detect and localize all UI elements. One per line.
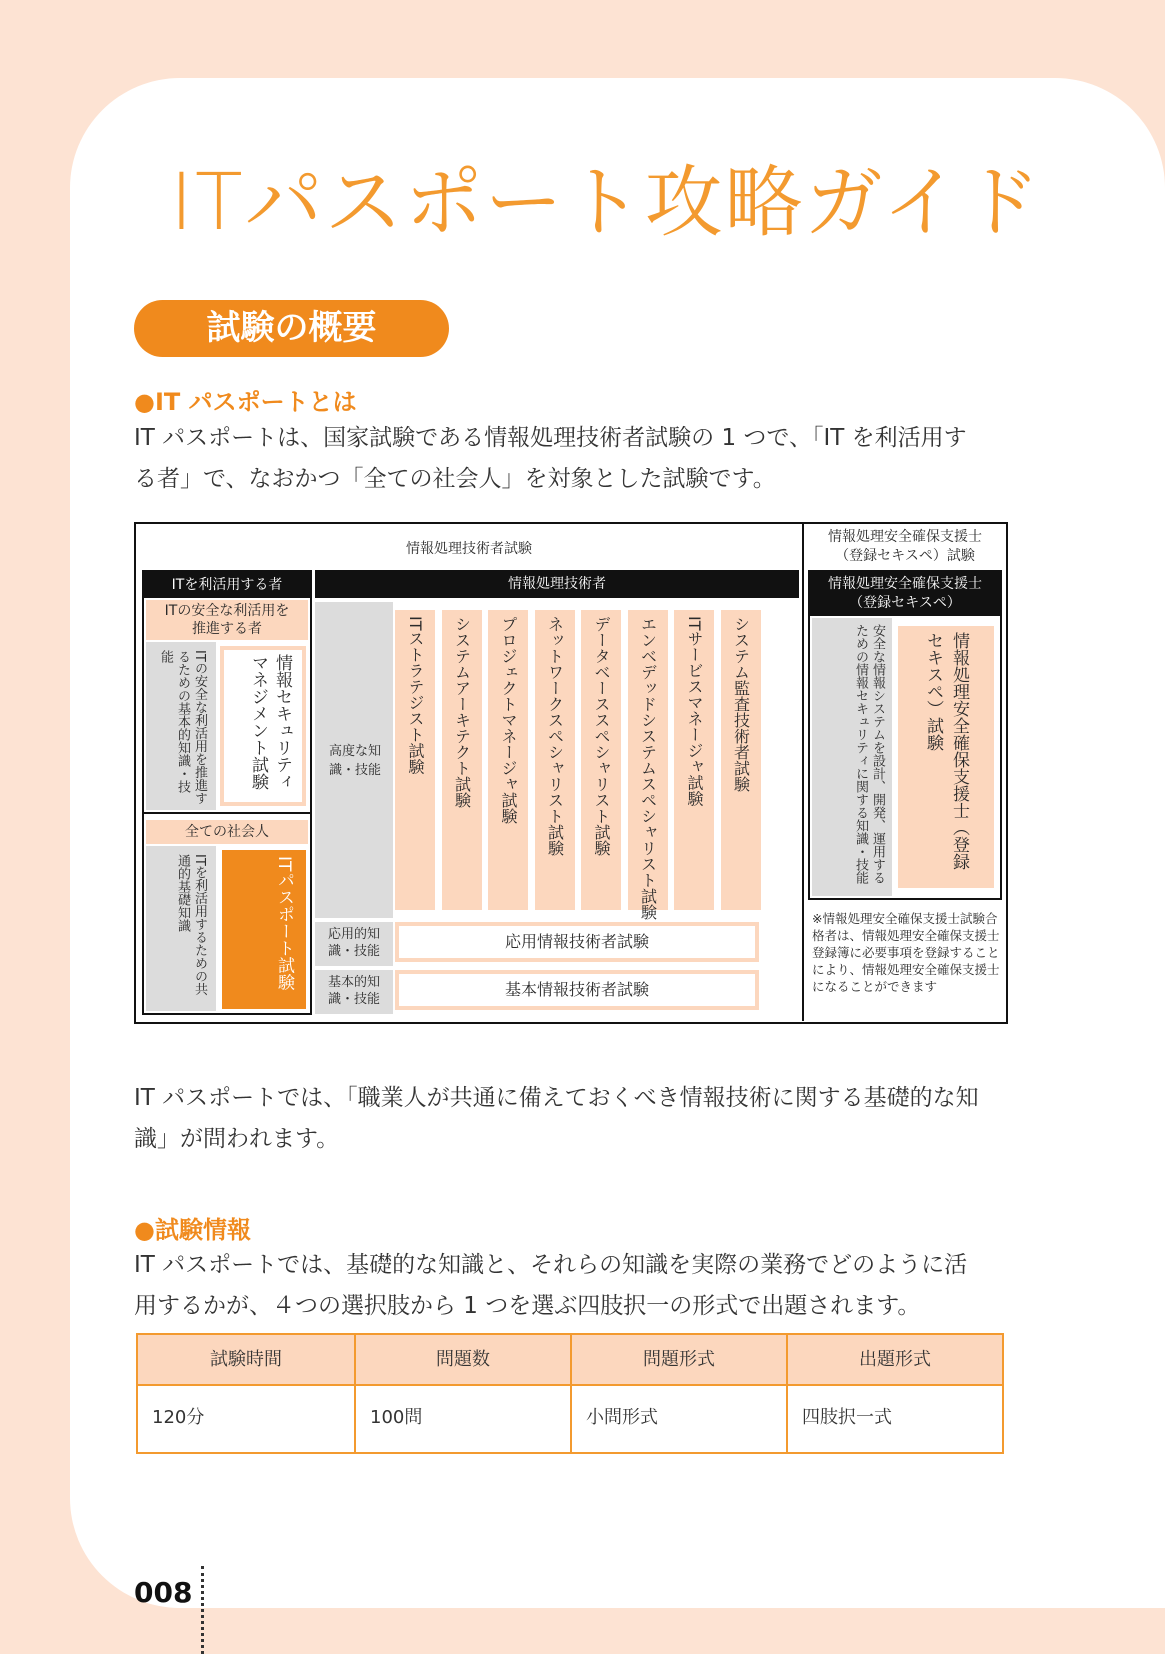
paragraph-2 [134,1078,1014,1160]
advanced-exam-label: ITサービスマネージャ試験 [685,616,704,807]
table-col-sep [570,1335,572,1452]
right-header-line-2: （登録セキスペ） [849,595,961,611]
exam-applied: 応用情報技術者試験 [395,922,759,962]
top-right-line-1: 情報処理安全確保支援士 [828,529,982,545]
advanced-exam-column [628,610,668,920]
page-number: 008 [134,1576,193,1609]
left-exam2-box [222,850,306,1009]
table-col-sep [786,1335,788,1452]
advanced-exam-label: ネットワークスペシャリスト試験 [545,616,565,856]
level-basic-box [315,970,393,1014]
left-header: ITを利活用する者 [144,572,310,598]
level-applied: 応用的知識・技能 [327,927,380,959]
advanced-exams [395,602,767,918]
advanced-exam-column [674,610,714,910]
right-column [808,570,1002,900]
left-desc1-box [146,642,216,810]
heading-exam-info: ●試験情報 [134,1216,251,1244]
intro-line-1: IT パスポートは、国家試験である情報処理技術者試験の 1 つで、「IT を利活用す [134,425,967,451]
exam-structure-diagram [134,522,1008,1024]
advanced-exam-label: データベーススペシャリスト試験 [592,616,611,856]
table-col-sep [354,1335,356,1452]
dotted-rule [201,1566,204,1654]
left-desc2: ITを利活用するための共通的基礎知識 [175,854,207,996]
intro-paragraph [134,418,1014,500]
advanced-exam-label: ITストラテジスト試験 [406,616,425,775]
right-desc-box [812,618,892,896]
table-header: 問題数 [356,1335,570,1384]
left-sub1-line-1: ITの安全な利活用を [164,603,290,619]
right-header [810,572,1000,616]
advanced-exam-label: システムアーキテクト試験 [452,616,472,808]
para3-line-1: IT パスポートでは、基礎的な知識と、それらの知識を実際の業務でどのように活 [134,1252,968,1278]
advanced-exam-column [442,610,482,910]
left-column [142,570,312,1015]
advanced-exam-label: システム監査技術者試験 [731,616,751,792]
right-desc: 安全な情報システムを設計、開発、運用するための情報セキュリティに関する知識・技能 [853,624,885,884]
top-right-label [804,528,1006,566]
left-exam1: 情報セキュリティマネジメント試験 [248,654,292,790]
left-sub1 [146,600,308,640]
paragraph-3 [134,1245,1014,1327]
left-sub1-line-2: 推進する者 [192,621,262,637]
advanced-exam-label: プロジェクトマネージャ試験 [499,616,518,824]
level-advanced-box [315,602,393,918]
left-desc2-box [146,846,216,1011]
top-right-line-2: （登録セキスペ）試験 [835,548,975,564]
advanced-exam-column [395,610,435,910]
top-main-label: 情報処理技術者試験 [406,541,532,557]
intro-line-2: る者」で、なおかつ「全ての社会人」を対象とした試験です。 [134,466,776,492]
table-cell: 小問形式 [586,1407,658,1428]
right-exam-box [898,626,994,888]
mid-header: 情報処理技術者 [315,570,799,598]
table-header: 試験時間 [138,1335,354,1384]
advanced-exam-column [535,610,575,910]
table-cell: 四肢択一式 [802,1407,892,1428]
level-advanced: 高度な知識・技能 [328,744,381,778]
advanced-exam-label: エンベデッドシステムスペシャリスト試験 [638,616,658,920]
advanced-exam-column [488,610,528,910]
table-cell: 120分 [152,1407,205,1428]
left-exam1-box [220,646,306,806]
table-header: 出題形式 [788,1335,1002,1384]
right-exam: 情報処理安全確保支援士（登録セキスペ）試験 [923,632,969,870]
para2-line-1: IT パスポートでは、「職業人が共通に備えておくべき情報技術に関する基礎的な知 [134,1085,979,1111]
page-title: ITパスポート攻略ガイド [170,158,1043,248]
table-header: 問題形式 [572,1335,786,1384]
level-applied-box [315,922,393,966]
left-divider [144,812,310,814]
left-sub2: 全ての社会人 [146,820,308,844]
left-desc1: ITの安全な利活用を推進するための基本的知識・技能 [158,650,207,805]
table-cell: 100問 [370,1407,423,1428]
right-header-line-1: 情報処理安全確保支援士 [828,576,982,592]
section-pill: 試験の概要 [134,300,449,357]
heading-what-is: ●IT パスポートとは [134,388,357,416]
divider [802,524,804,1021]
para2-line-2: 識」が問われます。 [134,1126,340,1152]
exam-info-table [136,1333,1004,1454]
exam-basic: 基本情報技術者試験 [395,970,759,1010]
left-exam2: ITパスポート試験 [274,856,294,991]
advanced-exam-column [581,610,621,910]
level-basic: 基本的知識・技能 [327,975,380,1007]
advanced-exam-column [721,610,761,910]
diagram-note: ※情報処理安全確保支援士試験合格者は、情報処理安全確保支援士登録簿に必要事項を登録することにより、情報処理安全確保支援士になることができます [812,911,1000,994]
para3-line-2: 用するかが、４つの選択肢から 1 つを選ぶ四肢択一の形式で出題されます。 [134,1293,921,1319]
